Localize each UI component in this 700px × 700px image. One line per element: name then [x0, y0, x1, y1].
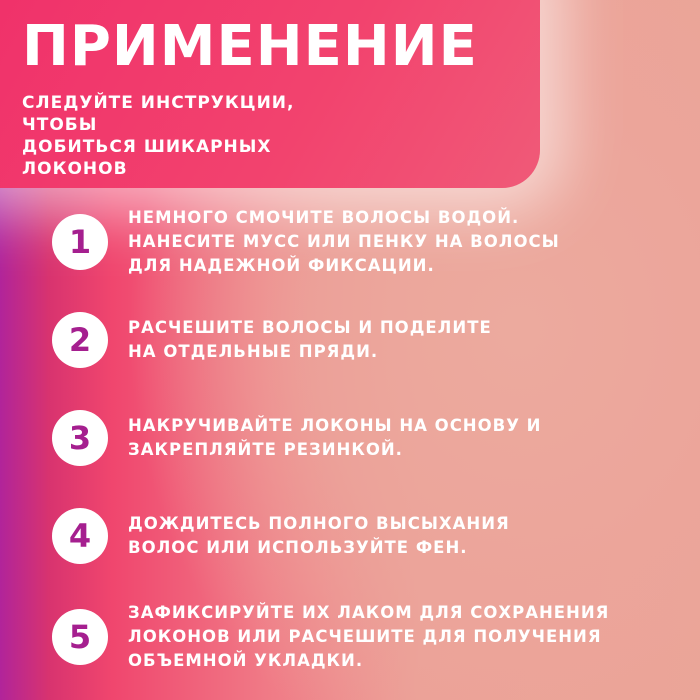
step-number-badge: 2 — [52, 312, 108, 368]
page-subtitle: СЛЕДУЙТЕ ИНСТРУКЦИИ, ЧТОБЫ ДОБИТЬСЯ ШИКАРНЫХ ЛОКОНОВ — [22, 93, 295, 179]
step-3 — [52, 410, 692, 466]
step-number-badge: 1 — [52, 214, 108, 270]
step-5 — [52, 601, 692, 673]
page-title: ПРИМЕНЕНИЕ — [22, 14, 478, 79]
step-text: НЕМНОГО СМОЧИТЕ ВОЛОСЫ ВОДОЙ. НАНЕСИТЕ МУСС ИЛИ ПЕНКУ НА ВОЛОСЫ ДЛЯ НАДЕЖНОЙ ФИКСАЦИИ. — [128, 208, 560, 275]
step-text: РАСЧЕШИТЕ ВОЛОСЫ И ПОДЕЛИТЕ НА ОТДЕЛЬНЫЕ ПРЯДИ. — [128, 318, 492, 361]
step-number-badge: 5 — [52, 609, 108, 665]
step-number-badge: 4 — [52, 508, 108, 564]
step-number-badge: 3 — [52, 410, 108, 466]
step-text: НАКРУЧИВАЙТЕ ЛОКОНЫ НА ОСНОВУ И ЗАКРЕПЛЯЙТЕ РЕЗИНКОЙ. — [128, 416, 542, 459]
step-4 — [52, 508, 692, 564]
step-text: ДОЖДИТЕСЬ ПОЛНОГО ВЫСЫХАНИЯ ВОЛОС ИЛИ ИСПОЛЬЗУЙТЕ ФЕН. — [128, 514, 510, 557]
step-text: ЗАФИКСИРУЙТЕ ИХ ЛАКОМ ДЛЯ СОХРАНЕНИЯ ЛОКОНОВ ИЛИ РАСЧЕШИТЕ ДЛЯ ПОЛУЧЕНИЯ ОБЪЕМНОЙ УКЛАДКИ. — [128, 603, 610, 670]
step-2 — [52, 312, 692, 368]
step-1 — [52, 206, 692, 278]
